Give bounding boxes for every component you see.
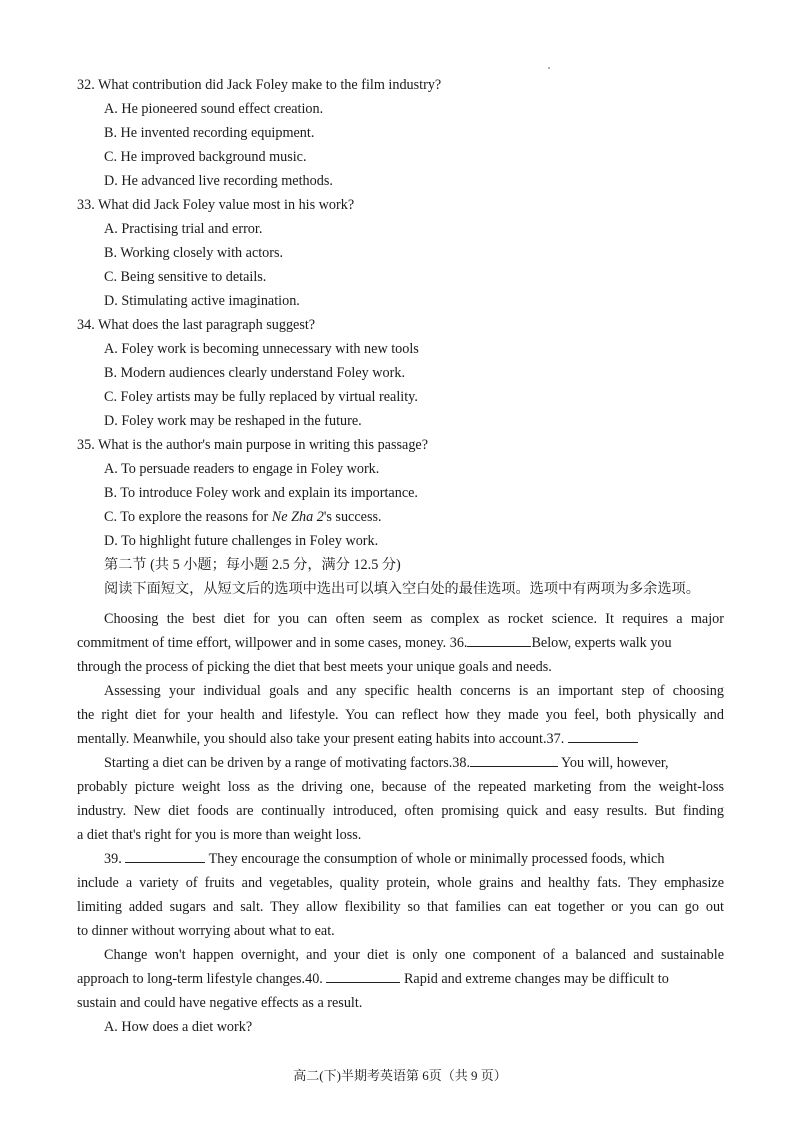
passage-p2-line1: Assessing your individual goals and any specific health concerns is an important step of choosing — [104, 683, 724, 699]
question-32-option-c: C. He improved background music. — [104, 149, 307, 165]
passage-p4-line2: include a variety of fruits and vegetables, quality protein, whole grains and healthy fats. They emphasize — [77, 875, 724, 891]
text-span: 39. — [104, 851, 126, 867]
section-heading: 第二节 (共 5 小题；每小题 2.5 分，满分 12.5 分) — [104, 557, 401, 573]
question-33-option-c: C. Being sensitive to details. — [104, 269, 267, 285]
text-span: They encourage the consumption of whole or minimally processed foods, which — [205, 851, 665, 867]
text-span: approach to long-term lifestyle changes.40. — [77, 971, 327, 987]
question-32-option-a: A. He pioneered sound effect creation. — [104, 101, 324, 117]
question-34-option-c: C. Foley artists may be fully replaced by virtual reality. — [104, 389, 418, 405]
blank-40 — [326, 970, 400, 983]
text-span: commitment of time effort, willpower and in some cases, money. 36. — [77, 635, 468, 651]
question-35-stem: 35. What is the author's main purpose in writing this passage? — [77, 437, 429, 453]
page-footer: 高二(下)半期考英语第 6页（共 9 页） — [293, 1068, 507, 1083]
blank-37 — [568, 730, 638, 743]
question-35-option-b: B. To introduce Foley work and explain its importance. — [104, 485, 418, 501]
passage-p5-line1: Change won't happen overnight, and your diet is only one component of a balanced and sustainable — [104, 947, 724, 963]
question-32-option-b: B. He invented recording equipment. — [104, 125, 315, 141]
option-c-text: C. To explore the reasons for — [104, 509, 272, 525]
text-span: You will, however, — [558, 755, 669, 771]
question-34-option-b: B. Modern audiences clearly understand Foley work. — [104, 365, 406, 381]
question-34-stem: 34. What does the last paragraph suggest? — [77, 317, 316, 333]
scan-speck — [548, 67, 550, 69]
passage-p5-line2 — [77, 970, 724, 988]
question-34-option-d: D. Foley work may be reshaped in the future. — [104, 413, 362, 429]
question-32-option-d: D. He advanced live recording methods. — [104, 173, 333, 189]
passage-p4-line1 — [104, 850, 724, 868]
passage-p2-line2: the right diet for your health and lifestyle. You can reflect how they made you feel, both physically and — [77, 707, 724, 723]
question-33-option-d: D. Stimulating active imagination. — [104, 293, 300, 309]
question-33-option-a: A. Practising trial and error. — [104, 221, 263, 237]
option-c-tail: 's success. — [323, 509, 382, 525]
question-35-option-a: A. To persuade readers to engage in Foley work. — [104, 461, 380, 477]
passage-p2-line3 — [77, 730, 724, 748]
question-33-stem: 33. What did Jack Foley value most in his work? — [77, 197, 355, 213]
section-instruction: 阅读下面短文，从短文后的选项中选出可以填入空白处的最佳选项。选项中有两项为多余选项。 — [104, 581, 700, 597]
question-32-stem: 32. What contribution did Jack Foley make to the film industry? — [77, 77, 442, 93]
text-span: Below, experts walk you — [531, 635, 672, 651]
question-34-option-a: A. Foley work is becoming unnecessary with new tools — [104, 341, 419, 357]
passage-p4-line4: to dinner without worrying about what to eat. — [77, 923, 335, 939]
passage-p3-line1 — [104, 754, 724, 772]
passage-p1-line1: Choosing the best diet for you can often seem as complex as rocket science. It requires a major — [104, 611, 724, 627]
question-35-option-c — [104, 508, 724, 526]
answer-option-a: A. How does a diet work? — [104, 1019, 253, 1035]
blank-38 — [470, 754, 558, 767]
text-span: Starting a diet can be driven by a range of motivating factors.38. — [104, 755, 471, 771]
blank-39 — [125, 850, 205, 863]
film-title: Ne Zha 2 — [271, 509, 324, 525]
text-span: Rapid and extreme changes may be difficult to — [400, 971, 669, 987]
passage-p3-line2: probably picture weight loss as the driving one, because of the repeated marketing from the weight-loss — [77, 779, 724, 795]
passage-p4-line3: limiting added sugars and salt. They allow flexibility so that families can eat together or you can go out — [77, 899, 724, 915]
passage-p5-line3: sustain and could have negative effects as a result. — [77, 995, 363, 1011]
passage-p3-line3: industry. New diet foods are continually introduced, often promising quick and easy results. But finding — [77, 803, 724, 819]
passage-p3-line4: a diet that's right for you is more than weight loss. — [77, 827, 362, 843]
text-span: mentally. Meanwhile, you should also take your present eating habits into account.37. — [77, 731, 568, 747]
question-33-option-b: B. Working closely with actors. — [104, 245, 284, 261]
question-35-option-d: D. To highlight future challenges in Foley work. — [104, 533, 379, 549]
passage-p1-line3: through the process of picking the diet that best meets your unique goals and needs. — [77, 659, 552, 675]
passage-p1-line2 — [77, 634, 724, 652]
blank-36 — [467, 634, 531, 647]
